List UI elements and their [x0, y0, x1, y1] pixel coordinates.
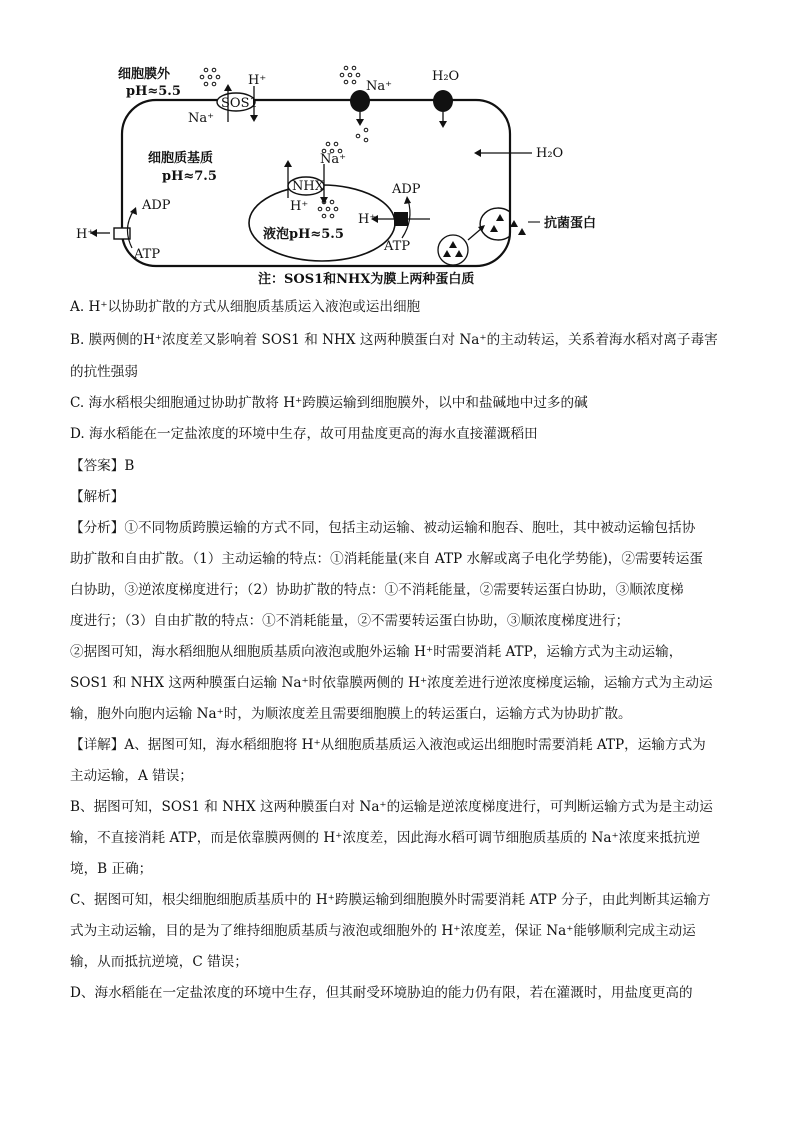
antibacterial-triangles-outer	[490, 214, 526, 235]
nhx-h-label: H⁺	[290, 199, 309, 214]
answer: 【答案】B	[70, 458, 135, 474]
cell-transport-diagram	[70, 60, 730, 292]
detail-line: 主动运输，A 错误；	[70, 768, 193, 784]
detail-line: B、据图可知，SOS1 和 NHX 这两种膜蛋白对 Na⁺的运输是逆浓度梯度进行，可判断运输方式为是主动运	[70, 799, 713, 815]
channel-na-label: Na⁺	[366, 79, 392, 94]
analysis-line: 输，胞外向胞内运输 Na⁺时，为顺浓度差且需要细胞膜上的转运蛋白，运输方式为协助扩散。	[70, 706, 632, 722]
nhx-label: NHX	[292, 179, 324, 194]
analysis-heading: 【解析】	[70, 489, 125, 505]
detail-line: 境，B 正确；	[70, 861, 153, 877]
aquaporin	[433, 90, 453, 112]
membrane-pump-adp-label: ADP	[142, 198, 171, 213]
diagram-note: 注：SOS1和NHX为膜上两种蛋白质	[258, 272, 475, 287]
vacuole-label: 液泡pH≈5.5	[263, 227, 344, 242]
na-dots-vacuole	[318, 200, 338, 218]
detail-line: D、海水稻能在一定盐浓度的环境中生存，但其耐受环境胁迫的能力仍有限，若在灌溉时，用盐度更高的	[70, 985, 693, 1001]
aquaporin-h2o-label: H₂O	[432, 69, 460, 84]
na-dots-outside-channel	[340, 66, 360, 84]
antibacterial-label: 抗菌蛋白	[544, 216, 597, 231]
pump-h-label: H⁺	[358, 212, 377, 227]
vesicle-inside	[438, 235, 468, 265]
sos1-na-label: Na⁺	[188, 111, 214, 126]
membrane-pump-h-label: H⁺	[76, 227, 95, 242]
nhx-na-label: Na⁺	[320, 152, 346, 167]
h2o-right-label: H₂O	[536, 146, 564, 161]
outside-ph: pH≈5.5	[126, 84, 181, 99]
option-d: D. 海水稻能在一定盐浓度的环境中生存，故可用盐度更高的海水直接灌溉稻田	[70, 426, 538, 442]
na-dots-inside-channel	[356, 128, 368, 142]
detail-line: C、据图可知，根尖细胞细胞质基质中的 H⁺跨膜运输到细胞膜外时需要消耗 ATP 分子，由此判断其运输方	[70, 892, 711, 908]
option-b-cont: 的抗性强弱	[70, 364, 138, 380]
analysis-line: SOS1 和 NHX 这两种膜蛋白运输 Na⁺时依靠膜两侧的 H⁺浓度差进行逆浓度梯度运输，运输方式为主动运	[70, 675, 713, 691]
cytoplasm-label: 细胞质基质	[148, 151, 214, 166]
detail-line: 输，从而抵抗逆境，C 错误；	[70, 954, 248, 970]
membrane-pump-atp-label: ATP	[134, 247, 161, 262]
option-c: C. 海水稻根尖细胞通过协助扩散将 H⁺跨膜运输到细胞膜外，以中和盐碱地中过多的碱	[70, 395, 588, 411]
detail-line: 【详解】A、据图可知，海水稻细胞将 H⁺从细胞质基质运入液泡或运出细胞时需要消耗 ATP，运输方式为	[70, 737, 706, 753]
option-b: B. 膜两侧的H⁺浓度差又影响着 SOS1 和 NHX 这两种膜蛋白对 Na⁺的主动转运，关系着海水稻对离子毒害	[70, 332, 718, 348]
option-a: A. H⁺以协助扩散的方式从细胞质基质运入液泡或运出细胞	[70, 299, 421, 315]
analysis-line: 度进行；（3）自由扩散的特点：①不消耗能量，②不需要转运蛋白协助，③顺浓度梯度进行；	[70, 613, 630, 629]
analysis-line: 助扩散和自由扩散。（1）主动运输的特点：①消耗能量(来自 ATP 水解或离子电化学势能)，②需要转运蛋	[70, 551, 703, 567]
sos1-h-label: H⁺	[248, 73, 267, 88]
cytoplasm-ph: pH≈7.5	[162, 169, 217, 184]
analysis-line: ②据图可知，海水稻细胞从细胞质基质向液泡或胞外运输 H⁺时需要消耗 ATP，运输方式为主动运输，	[70, 644, 683, 660]
pump-atp-label: ATP	[384, 239, 411, 254]
detail-line: 式为主动运输，目的是为了维持细胞质基质与液泡或细胞外的 H⁺浓度差，保证 Na⁺能够顺利完成主动运	[70, 923, 696, 939]
exocytosis-vesicle	[480, 208, 510, 240]
outside-label: 细胞膜外	[118, 67, 171, 82]
detail-line: 输，不直接消耗 ATP，而是依靠膜两侧的 H⁺浓度差，因此海水稻可调节细胞质基质的 Na⁺浓度来抵抗逆	[70, 830, 701, 846]
pump-adp-label: ADP	[392, 182, 421, 197]
analysis-line: 【分析】①不同物质跨膜运输的方式不同，包括主动运输、被动运输和胞吞、胞吐，其中被动运输包括协	[70, 520, 696, 536]
antibacterial-triangles-inner	[443, 241, 463, 257]
sos1-label: SOS1	[221, 96, 258, 111]
na-dots-outside-sos1	[200, 68, 220, 86]
analysis-line: 白协助，③逆浓度梯度进行；（2）协助扩散的特点：①不消耗能量，②需要转运蛋白协助，③顺浓度梯	[70, 582, 684, 598]
